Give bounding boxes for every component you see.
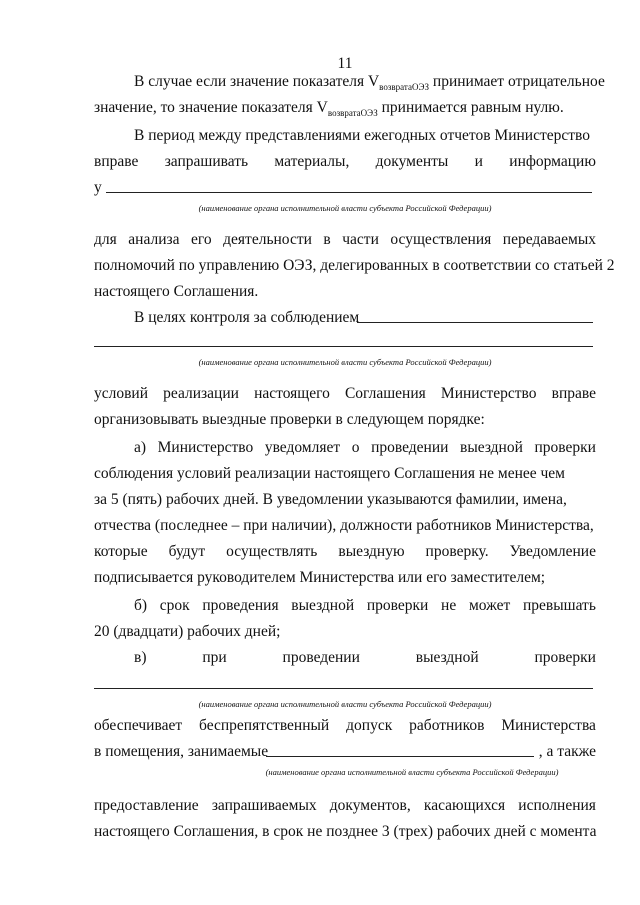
para3-line2: полномочий по управлению ОЭЗ, делегированных в соответствии со статьей 2 — [94, 257, 615, 274]
item-a-line2: соблюдения условий реализации настоящего Соглашения не менее чем — [94, 465, 565, 482]
para2-line1: В период между представлениями ежегодных отчетов Министерство — [134, 127, 590, 144]
item-c-line4: предоставление запрашиваемых документов, касающихся исполнения — [94, 797, 596, 814]
para2-line3-prefix: у — [94, 179, 102, 196]
caption-org-2: (наименование органа исполнительной власти субъекта Российской Федерации) — [198, 357, 492, 367]
item-a-line4: отчества (последнее – при наличии), должности работников Министерства, — [94, 517, 594, 534]
para3-line1: для анализа его деятельности в части осуществления передаваемых — [94, 231, 596, 248]
caption-org-4: (наименование органа исполнительной власти субъекта Российской Федерации) — [265, 767, 559, 777]
item-c-line1: в) при проведении выездной проверки — [134, 649, 596, 666]
item-b-line1: б) срок проведения выездной проверки не может превышать — [134, 597, 596, 614]
blank-line-org-2a — [357, 322, 593, 323]
blank-line-org-3 — [94, 688, 593, 689]
para4-line1: В целях контроля за соблюдением — [134, 309, 360, 326]
item-c-line2: обеспечивает беспрепятственный допуск работников Министерства — [94, 717, 596, 734]
para1-line1: В случае если значение показателя $V_{возвратаОЭЗ}$ принимает отрицательное — [134, 73, 605, 93]
item-b-line2: 20 (двадцати) рабочих дней; — [94, 623, 281, 640]
para3-line3: настоящего Соглашения. — [94, 283, 259, 300]
caption-org-1: (наименование органа исполнительной власти субъекта Российской Федерации) — [198, 203, 492, 213]
item-a-line5: которые будут осуществлять выездную проверку. Уведомление — [94, 543, 596, 560]
blank-line-org-4 — [266, 756, 534, 757]
item-a-line6: подписывается руководителем Министерства или его заместителем; — [94, 569, 546, 586]
item-a-line1: а) Министерство уведомляет о проведении выездной проверки — [134, 439, 596, 456]
caption-org-3: (наименование органа исполнительной власти субъекта Российской Федерации) — [198, 699, 492, 709]
blank-line-org-1 — [106, 192, 592, 193]
item-a-line3: за 5 (пять) рабочих дней. В уведомлении указываются фамилии, имена, — [94, 491, 567, 508]
page-number: 11 — [337, 55, 353, 72]
para5-line1: условий реализации настоящего Соглашения Министерство вправе — [94, 385, 596, 402]
item-c-line5: настоящего Соглашения, в срок не позднее 3 (трех) рабочих дней с момента — [94, 823, 597, 840]
para5-line2: организовывать выездные проверки в следующем порядке: — [94, 411, 485, 428]
item-c-line3-tail: , а также — [538, 743, 596, 760]
item-c-line3-lead: в помещения, занимаемые — [94, 743, 269, 760]
blank-line-org-2b — [94, 346, 593, 347]
para1-line2: значение, то значение показателя $V_{возвратаОЭЗ}$ принимается равным нулю. — [94, 99, 564, 119]
para2-line2: вправе запрашивать материалы, документы и информацию — [94, 153, 596, 170]
